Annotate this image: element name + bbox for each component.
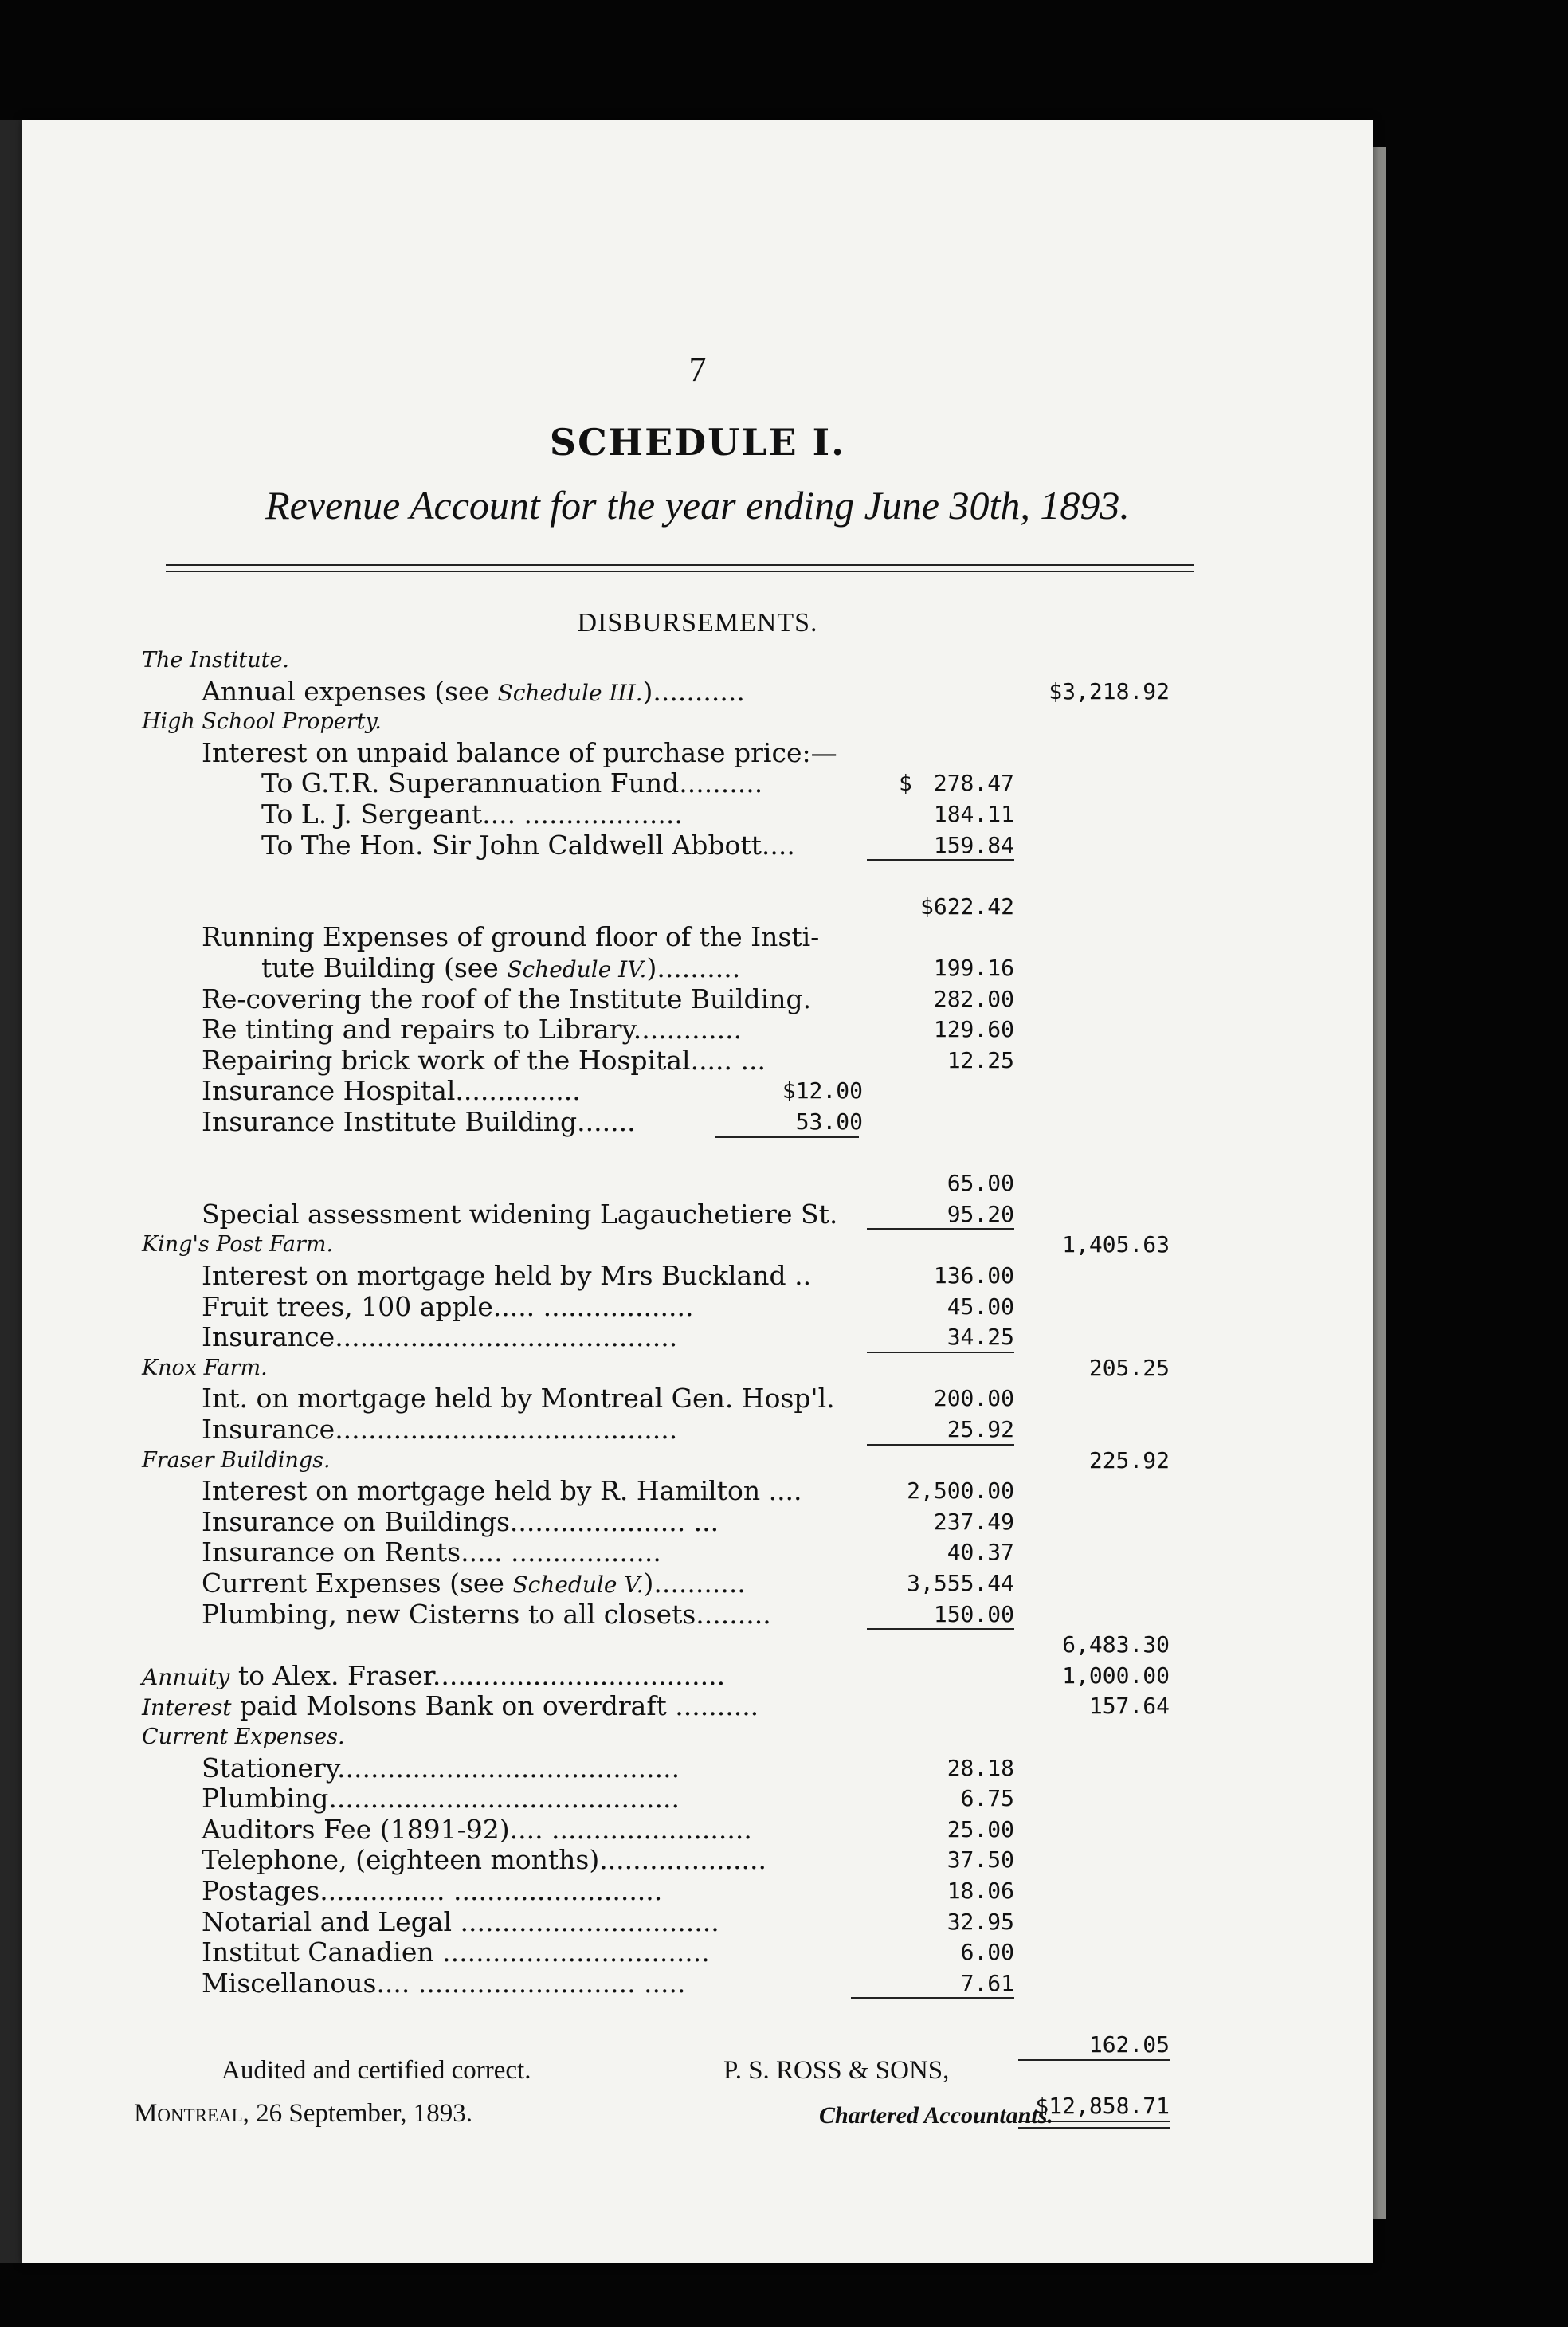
item-amount: $622.42: [919, 893, 1014, 920]
place-name: Montreal,: [134, 2099, 249, 2128]
table-row: [22, 1907, 1373, 1937]
item-amount: 34.25: [947, 1324, 1014, 1351]
section-label: King's Post Farm.: [142, 1232, 334, 1258]
section-label: Fraser Buildings.: [142, 1447, 331, 1473]
row-label: Insurance Hospital...............: [202, 1075, 581, 1107]
row-label: Interest on mortgage held by R. Hamilton ....: [202, 1475, 802, 1507]
table-row: [22, 1599, 1373, 1630]
page-edge: [1372, 147, 1386, 2219]
section-label: Current Expenses.: [142, 1725, 345, 1749]
item-amount: 40.37: [947, 1539, 1014, 1566]
date-text: 26 September, 1893.: [249, 2099, 472, 2128]
schedule-reference: Schedule V.: [512, 1572, 644, 1598]
row-label-italic: Interest: [142, 1694, 232, 1721]
table-row: [22, 953, 1373, 983]
table-row: [22, 1568, 1373, 1599]
row-label-italic: Annuity: [142, 1663, 230, 1690]
table-row: [22, 1168, 1373, 1199]
place-date: [134, 2099, 472, 2129]
title-rule-bottom: [166, 571, 1194, 572]
total-amount: 225.92: [1088, 1446, 1170, 1474]
table-row: [22, 1107, 1373, 1137]
table-row: [22, 799, 1373, 830]
row-label: Interest on mortgage held by Mrs Buckland ..: [202, 1260, 812, 1291]
row-label: Insurance on Rents..... ..................: [202, 1536, 661, 1568]
row-label: To G.T.R. Superannuation Fund..........: [261, 767, 763, 799]
section-row: [22, 1446, 1373, 1476]
section-row: [22, 1722, 1373, 1752]
row-label: Re tinting and repairs to Library.............: [202, 1014, 743, 1046]
total-amount: 162.05: [1088, 2031, 1170, 2058]
item-amount: 32.95: [947, 1908, 1014, 1935]
document-page: [22, 120, 1373, 2263]
item-amount: 136.00: [933, 1262, 1014, 1289]
table-row: [22, 1014, 1373, 1045]
item-amount: 184.11: [933, 801, 1014, 827]
item-amount: 150.00: [933, 1600, 1014, 1627]
table-row: [22, 1292, 1373, 1322]
row-label: Current Expenses (see Schedule V.)...........: [202, 1568, 746, 1599]
item-amount: 199.16: [933, 955, 1014, 981]
page-number: 7: [688, 350, 707, 389]
schedule-title: SCHEDULE I.: [549, 421, 846, 464]
item-amount: 129.60: [933, 1016, 1014, 1043]
table-row: [22, 1046, 1373, 1076]
table-row: [22, 768, 1373, 799]
table-row: [22, 677, 1373, 707]
table-row: [22, 1415, 1373, 1445]
table-row: [22, 1507, 1373, 1537]
section-label: Knox Farm.: [142, 1355, 268, 1380]
row-label: Plumbing, new Cisterns to all closets.........: [202, 1598, 771, 1630]
table-row: [22, 1630, 1373, 1660]
item-amount: 12.25: [947, 1046, 1014, 1073]
row-label: Notarial and Legal ...............................: [202, 1905, 719, 1937]
total-amount: 1,405.63: [1062, 1231, 1170, 1258]
section-label: The Institute.: [142, 648, 290, 673]
table-row: [22, 1383, 1373, 1414]
item-amount: 65.00: [947, 1170, 1014, 1197]
audit-statement: Audited and certified correct.: [221, 2056, 531, 2085]
table-row: [22, 1753, 1373, 1784]
section-row: [22, 707, 1373, 737]
row-label: Insurance on Buildings..................... ...: [202, 1505, 719, 1537]
item-amount: 95.20: [947, 1200, 1014, 1227]
table-row: [22, 738, 1373, 768]
total-amount: 6,483.30: [1062, 1631, 1170, 1658]
table-row: [22, 1937, 1373, 1968]
sub-amount: 53.00: [795, 1109, 863, 1135]
table-row: [22, 1784, 1373, 1814]
table-row: [22, 1815, 1373, 1845]
section-row: [22, 1353, 1373, 1383]
book-binding-strip: [0, 120, 24, 2263]
table-row: [22, 1322, 1373, 1352]
dollar-sign: $: [899, 770, 912, 797]
table-row: [22, 1261, 1373, 1291]
row-label: Special assessment widening Lagauchetiere St.: [202, 1198, 838, 1230]
auditor-title: Chartered Accountants.: [819, 2102, 1053, 2129]
item-amount: 28.18: [947, 1754, 1014, 1781]
table-row: [22, 1999, 1373, 2029]
table-row: [22, 1845, 1373, 1875]
item-amount: 278.47: [933, 770, 1014, 797]
table-row: [22, 1476, 1373, 1506]
item-amount: 200.00: [933, 1385, 1014, 1412]
table-row: [22, 1691, 1373, 1721]
row-label: Stationery.........................................: [202, 1752, 680, 1784]
row-label: Insurance Institute Building.......: [202, 1106, 636, 1137]
section-row: [22, 646, 1373, 676]
table-row: [22, 922, 1373, 952]
row-label: Interest on unpaid balance of purchase price:—: [202, 736, 837, 768]
row-label: Int. on mortgage held by Montreal Gen. Hosp'l.: [202, 1383, 835, 1415]
row-label: To L. J. Sergeant.... ...................: [261, 799, 683, 830]
row-label: Plumbing..........................................: [202, 1783, 680, 1815]
table-row: [22, 861, 1373, 891]
table-row: [22, 1199, 1373, 1230]
item-amount: 7.61: [960, 1969, 1014, 1996]
schedule-reference: Schedule IV.: [507, 956, 647, 983]
row-label: Auditors Fee (1891-92).... ........................: [202, 1813, 752, 1845]
section-row: [22, 1230, 1373, 1260]
item-amount: 25.92: [947, 1416, 1014, 1442]
item-amount: 37.50: [947, 1846, 1014, 1874]
row-label: Annual expenses (see Schedule III.)...........: [202, 675, 745, 707]
row-label: Insurance.........................................: [202, 1321, 678, 1353]
item-amount: 3,555.44: [907, 1570, 1014, 1596]
row-label: Insurance.........................................: [202, 1414, 678, 1445]
section-heading: DISBURSEMENTS.: [577, 608, 818, 638]
row-label: Fruit trees, 100 apple..... ..................: [202, 1290, 694, 1322]
item-amount: 6.75: [960, 1785, 1014, 1812]
item-amount: 25.00: [947, 1815, 1014, 1842]
auditor-firm: P. S. ROSS & SONS,: [723, 2056, 950, 2085]
total-amount: 205.25: [1088, 1354, 1170, 1381]
document-subtitle: Revenue Account for the year ending June 30th, 1893.: [265, 483, 1130, 528]
row-label: Annuity to Alex. Fraser...................................: [142, 1659, 726, 1691]
total-amount: 1,000.00: [1062, 1662, 1170, 1689]
item-amount: 6.00: [960, 1939, 1014, 1966]
total-amount: $12,858.71: [1035, 2093, 1170, 2120]
table-row: [22, 892, 1373, 922]
table-row: [22, 984, 1373, 1014]
row-label: Re-covering the roof of the Institute Building.: [202, 983, 812, 1014]
row-label: Institut Canadien ................................: [202, 1937, 710, 1968]
table-row: [22, 1076, 1373, 1106]
row-label: Running Expenses of ground floor of the Insti-: [202, 921, 820, 953]
section-label: High School Property.: [142, 709, 382, 735]
item-amount: 45.00: [947, 1293, 1014, 1320]
table-row: [22, 1537, 1373, 1568]
row-label: Telephone, (eighteen months)....................: [202, 1844, 767, 1876]
title-rule-top: [166, 564, 1194, 566]
sub-amount: $12.00: [782, 1077, 863, 1105]
schedule-reference: Schedule III.: [497, 679, 643, 706]
table-row: [22, 1876, 1373, 1906]
row-label: tute Building (see Schedule IV.)..........: [261, 952, 741, 983]
table-row: [22, 1968, 1373, 1999]
row-label: To The Hon. Sir John Caldwell Abbott....: [261, 829, 795, 861]
row-label: Interest paid Molsons Bank on overdraft ..........: [142, 1690, 759, 1722]
total-amount: 157.64: [1088, 1693, 1170, 1720]
row-label: Miscellanous.... .......................... .....: [202, 1967, 686, 1999]
row-label: Repairing brick work of the Hospital..... ...: [202, 1044, 766, 1076]
item-amount: 18.06: [947, 1878, 1014, 1904]
table-row: [22, 1661, 1373, 1691]
table-row: [22, 830, 1373, 861]
item-amount: 2,500.00: [907, 1477, 1014, 1505]
row-label: Postages............... .........................: [202, 1875, 663, 1906]
table-row: [22, 1138, 1373, 1168]
item-amount: 237.49: [933, 1508, 1014, 1535]
total-amount: $3,218.92: [1049, 677, 1170, 704]
item-amount: 282.00: [933, 985, 1014, 1012]
item-amount: 159.84: [933, 831, 1014, 858]
